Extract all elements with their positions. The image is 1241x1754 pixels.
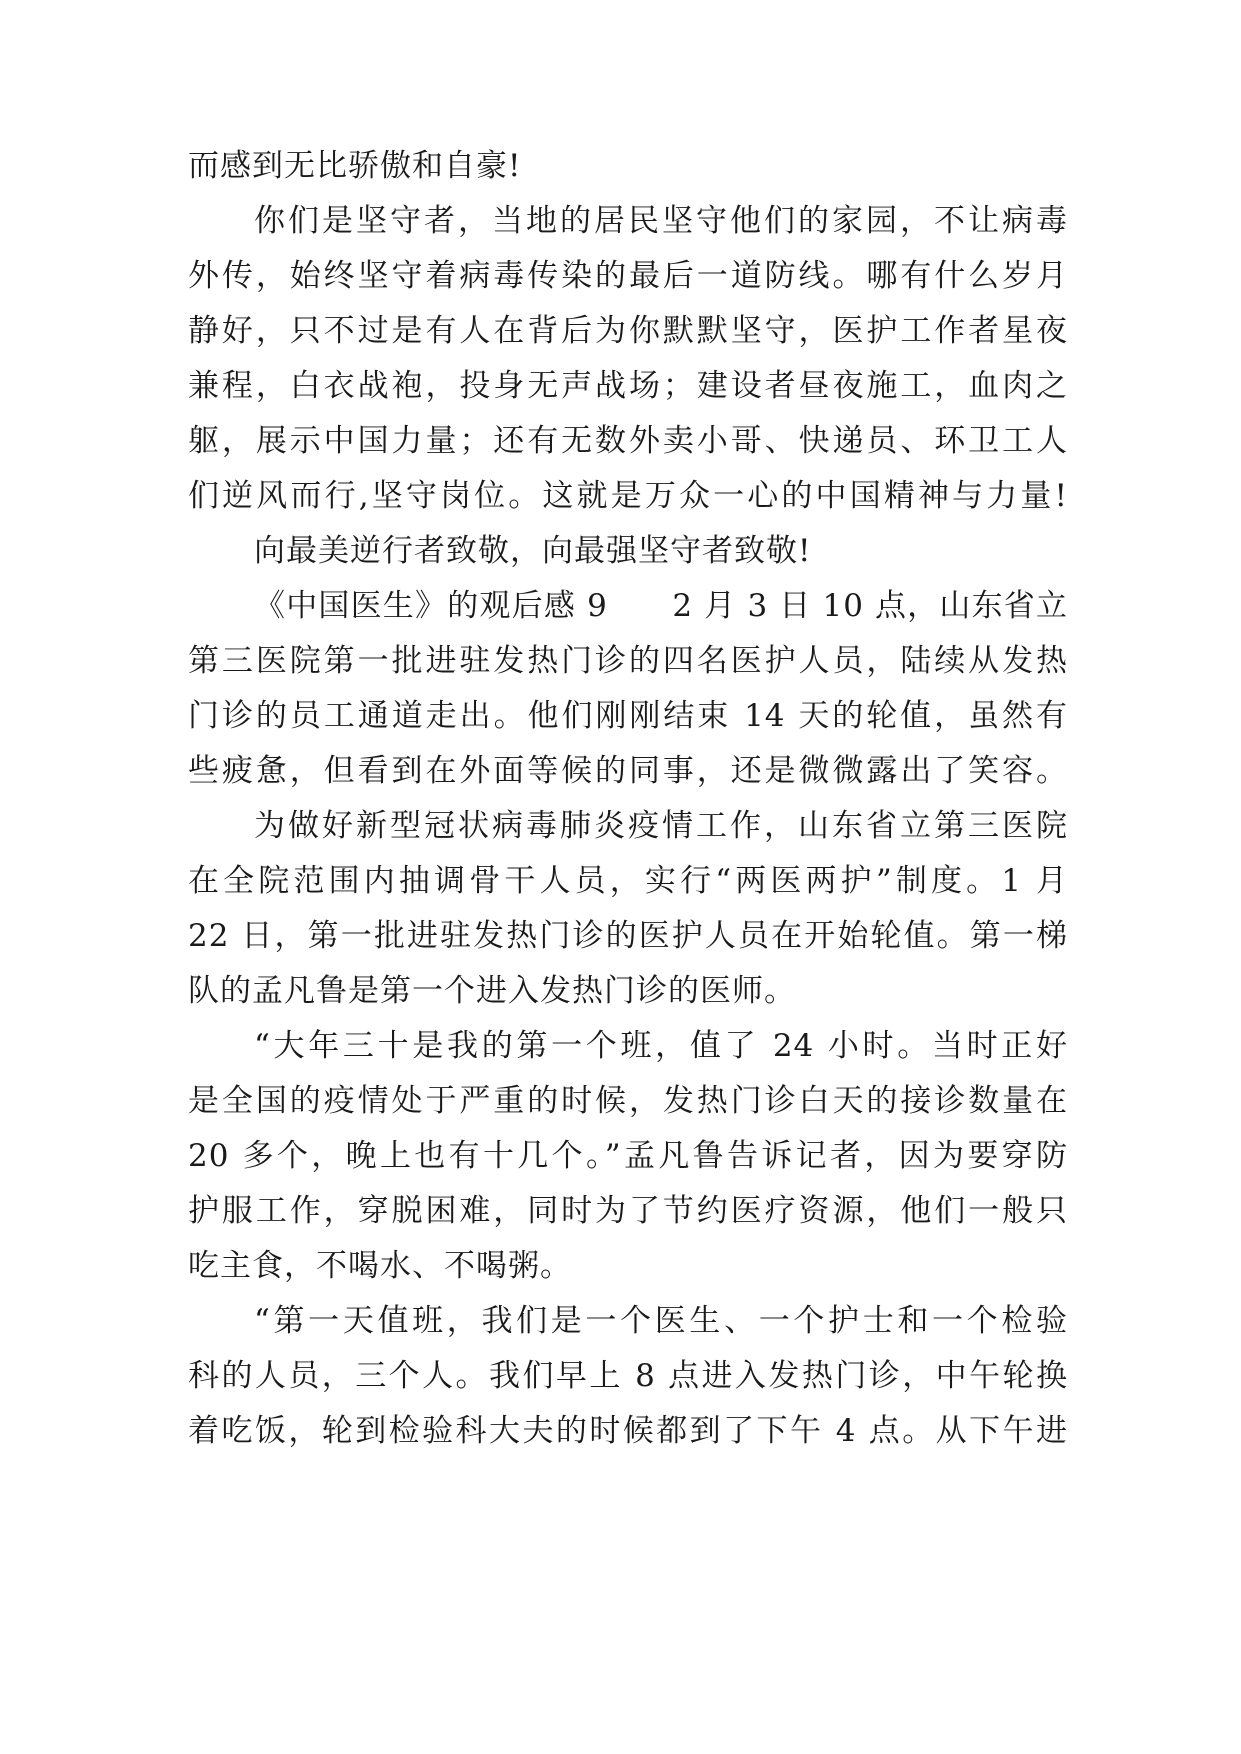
- text-line: 是全国的疫情处于严重的时候，发热门诊白天的接诊数量在: [188, 1083, 1068, 1119]
- text-line: 《中国医生》的观后感 9 2 月 3 日 10 点，山东省立: [254, 588, 1068, 624]
- text-line: 着吃饭，轮到检验科大夫的时候都到了下午 4 点。从下午进: [188, 1413, 1068, 1449]
- text-line: “大年三十是我的第一个班，值了 24 小时。当时正好: [254, 1028, 1068, 1064]
- text-line: 向最美逆行者致敬，向最强坚守者致敬!: [254, 533, 812, 569]
- text-line: 20 多个，晚上也有十几个。”孟凡鲁告诉记者，因为要穿防: [188, 1138, 1068, 1174]
- text-line: 外传，始终坚守着病毒传染的最后一道防线。哪有什么岁月: [188, 258, 1068, 294]
- text-line: 躯，展示中国力量；还有无数外卖小哥、快递员、环卫工人: [188, 423, 1068, 459]
- text-line: 22 日，第一批进驻发热门诊的医护人员在开始轮值。第一梯: [188, 918, 1068, 954]
- text-line: 吃主食，不喝水、不喝粥。: [188, 1248, 572, 1284]
- text-line: “第一天值班，我们是一个医生、一个护士和一个检验: [254, 1303, 1068, 1339]
- text-line: 兼程，白衣战袍，投身无声战场；建设者昼夜施工，血肉之: [188, 368, 1068, 404]
- text-line: 门诊的员工通道走出。他们刚刚结束 14 天的轮值，虽然有: [188, 698, 1068, 734]
- text-line: 队的孟凡鲁是第一个进入发热门诊的医师。: [188, 973, 796, 1009]
- text-line: 些疲惫，但看到在外面等候的同事，还是微微露出了笑容。: [188, 753, 1068, 789]
- text-line: 科的人员，三个人。我们早上 8 点进入发热门诊，中午轮换: [188, 1358, 1068, 1394]
- text-line: 你们是坚守者，当地的居民坚守他们的家园，不让病毒: [254, 203, 1068, 239]
- text-line: 在全院范围内抽调骨干人员，实行“两医两护”制度。1 月: [188, 863, 1068, 899]
- text-line: 静好，只不过是有人在背后为你默默坚守，医护工作者星夜: [188, 313, 1068, 349]
- text-line: 第三医院第一批进驻发热门诊的四名医护人员，陆续从发热: [188, 643, 1068, 679]
- text-line: 们逆风而行,坚守岗位。这就是万众一心的中国精神与力量!: [188, 478, 1068, 514]
- text-line: 而感到无比骄傲和自豪!: [188, 148, 522, 184]
- text-line: 为做好新型冠状病毒肺炎疫情工作，山东省立第三医院: [254, 808, 1068, 844]
- text-line: 护服工作，穿脱困难，同时为了节约医疗资源，他们一般只: [188, 1193, 1068, 1229]
